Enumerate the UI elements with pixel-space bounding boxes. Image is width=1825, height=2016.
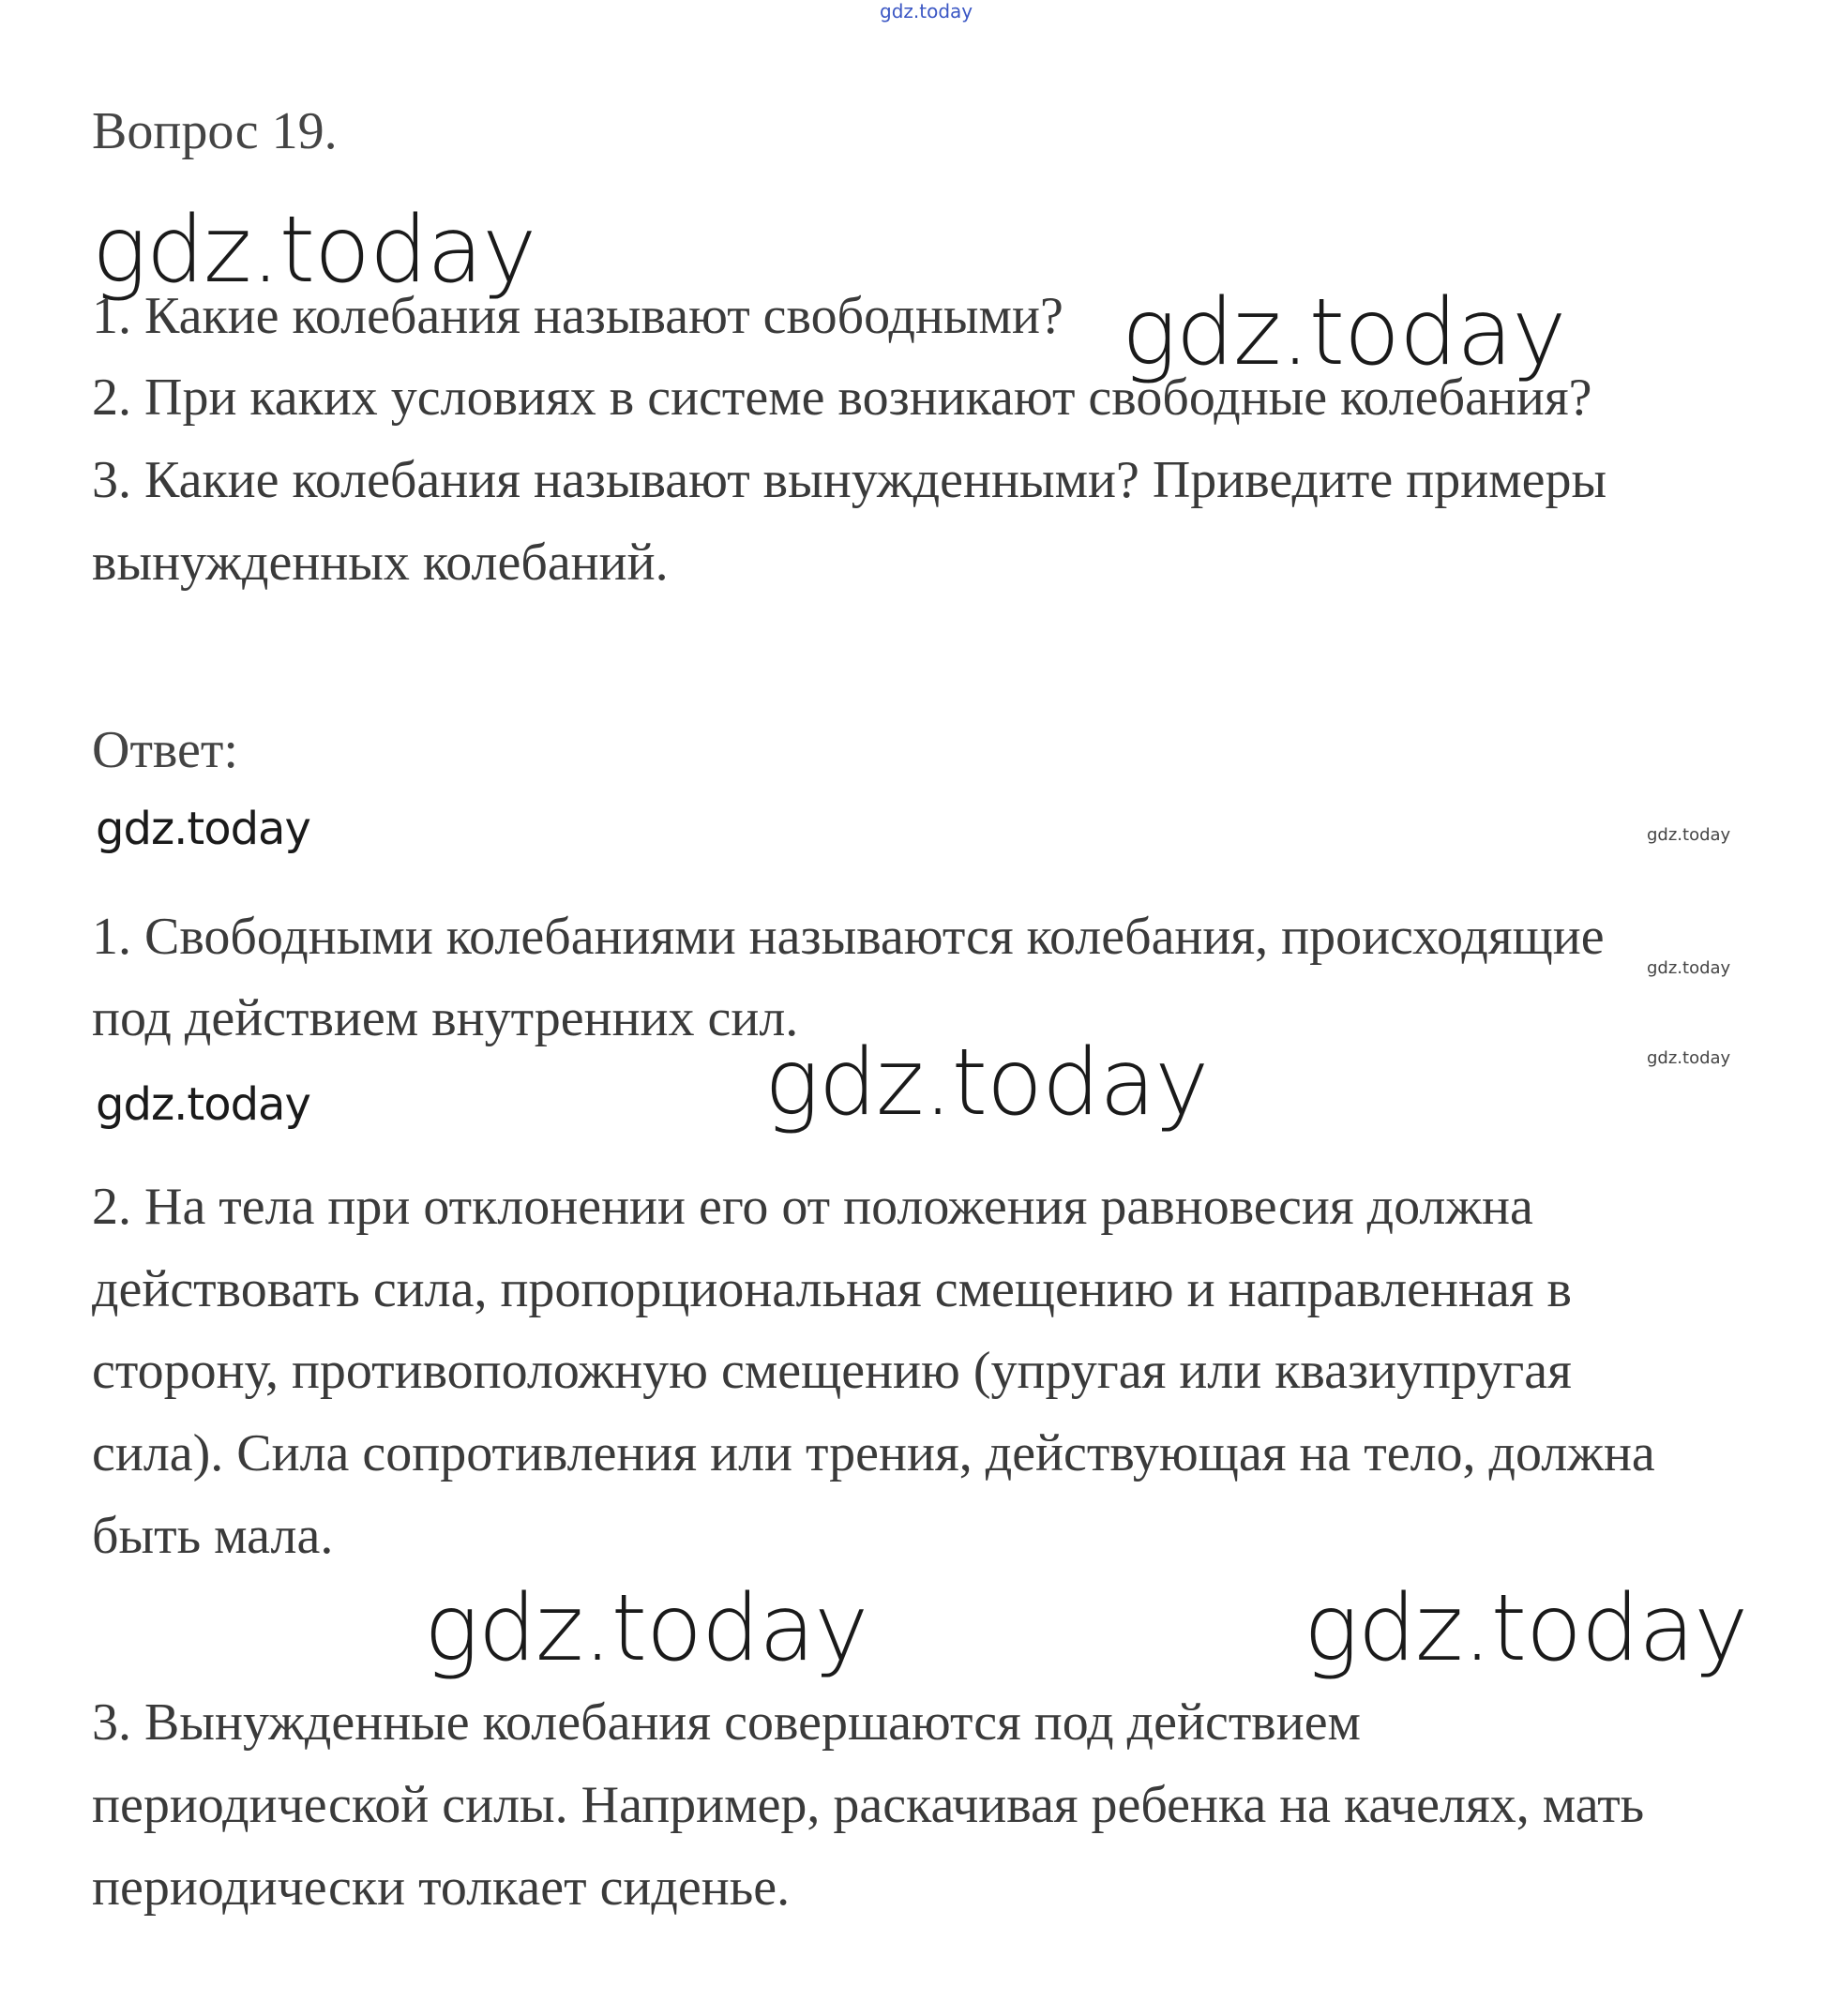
header-watermark: gdz.today — [880, 0, 973, 23]
answer-item2-line: сила). Сила сопротивления или трения, действующая на тело, должна — [92, 1424, 1655, 1482]
question-line: вынужденных колебаний. — [92, 534, 669, 592]
watermark-small: gdz.today — [1647, 825, 1731, 845]
answer-item2-line: действовать сила, пропорциональная смещению и направленная в — [92, 1260, 1572, 1318]
question-line: 3. Какие колебания называют вынужденными? Приведите примеры — [92, 451, 1607, 509]
question-line: 2. При каких условиях в системе возникают свободные колебания? — [92, 369, 1592, 427]
watermark-large: gdz.today — [1122, 279, 1566, 386]
watermark-medium: gdz.today — [96, 803, 310, 855]
answer-item3-line: периодически толкает сиденье. — [92, 1858, 791, 1917]
watermark-large: gdz.today — [1304, 1575, 1748, 1682]
answer-title: Ответ: — [92, 721, 238, 779]
answer-item1-line: 1. Свободными колебаниями называются колебания, происходящие — [92, 908, 1605, 966]
answer-item3-line: 3. Вынужденные колебания совершаются под действием — [92, 1693, 1361, 1752]
watermark-large: gdz.today — [424, 1575, 868, 1682]
watermark-medium: gdz.today — [96, 1078, 310, 1131]
question-title: Вопрос 19. — [92, 102, 338, 160]
watermark-small: gdz.today — [1647, 1048, 1731, 1068]
answer-item2-line: сторону, противоположную смещению (упругая или квазиупругая — [92, 1342, 1572, 1400]
answer-item2-line: 2. На тела при отклонении его от положения равновесия должна — [92, 1178, 1533, 1236]
answer-item1-line: под действием внутренних сил. — [92, 989, 799, 1047]
question-line: 1. Какие колебания называют свободными? — [92, 287, 1063, 345]
watermark-small: gdz.today — [1647, 958, 1731, 978]
answer-item2-line: быть мала. — [92, 1507, 334, 1565]
answer-item3-line: периодической силы. Например, раскачивая ребенка на качелях, мать — [92, 1776, 1645, 1834]
watermark-large: gdz.today — [764, 1030, 1209, 1136]
watermark-large: gdz.today — [92, 197, 536, 304]
